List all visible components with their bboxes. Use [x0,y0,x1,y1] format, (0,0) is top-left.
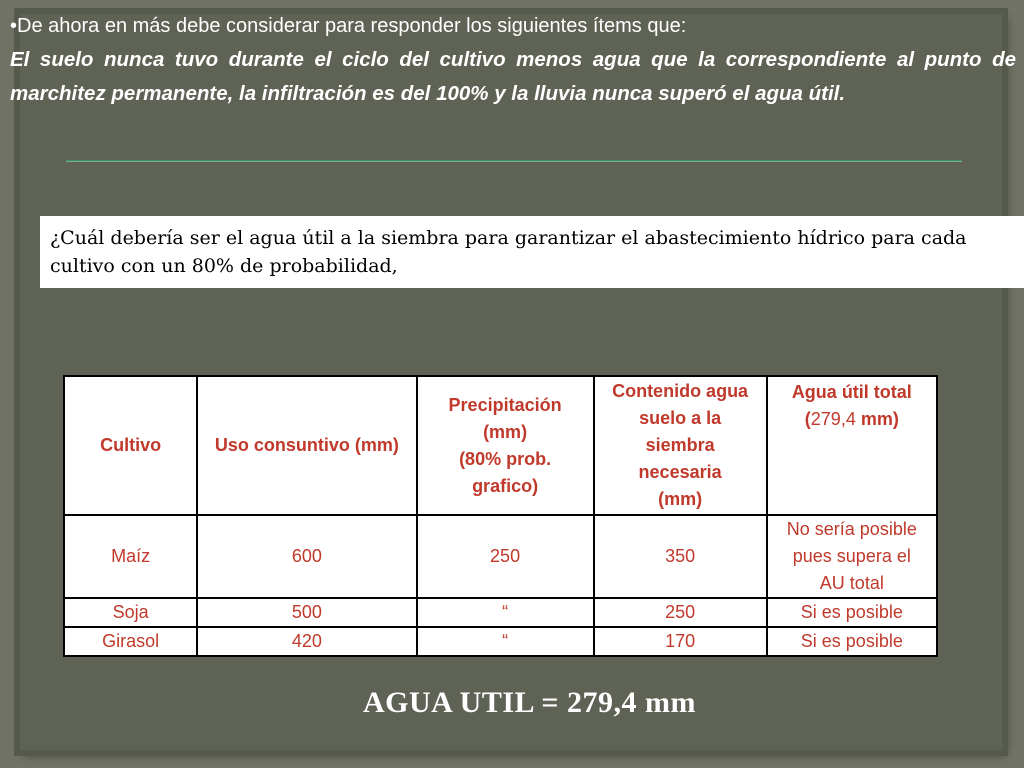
header-precipitacion [417,376,594,515]
answer-text: AGUA UTIL = 279,4 mm [363,686,696,719]
cell-precip: “ [417,627,594,656]
header-uso-consuntivo: Uso consuntivo (mm) [197,376,416,515]
cell-contenido: 250 [594,598,767,627]
table-header-row [64,376,937,515]
cell-cultivo: Girasol [64,627,197,656]
cell-agua-line1: No sería posible [786,519,917,539]
cell-uso: 420 [197,627,416,656]
question-box: ¿Cuál debería ser el agua útil a la siembra para garantizar el abastecimiento hídrico para cada cultivo con un 80% de probabilidad, [40,216,1024,288]
cell-precip: 250 [417,515,594,598]
header-precip-line1: Precipitación [448,394,562,415]
header-agua-paren: ( [804,409,811,429]
cell-contenido: 350 [594,515,767,598]
cell-contenido: 170 [594,627,767,656]
header-precip-line3: (80% prob. [459,448,552,469]
header-cont-line5: (mm) [658,489,703,509]
header-agua-value: 279,4 [810,409,856,429]
header-contenido-agua [594,376,767,515]
header-agua-line1: Agua útil total [791,382,912,402]
section-divider [66,160,962,162]
intro-block [10,10,1016,111]
header-cultivo: Cultivo [64,376,197,515]
cell-agua-line2: pues supera el [792,546,911,566]
table-row [64,515,937,598]
cell-uso: 600 [197,515,416,598]
cell-agua-util [767,515,937,598]
header-cont-line1: Contenido agua [612,381,749,401]
header-cont-line2: suelo a la [639,408,722,428]
header-cont-line4: necesaria [638,462,722,482]
crop-water-table [63,375,938,657]
cell-agua-util: Si es posible [767,627,937,656]
header-agua-unit: mm) [855,409,899,429]
header-precip-line2: (mm) [483,421,528,442]
cell-cultivo: Soja [64,598,197,627]
intro-bullet: •De ahora en más debe considerar para responder los siguientes ítems que: [10,15,687,37]
header-agua-util [767,376,937,515]
cell-uso: 500 [197,598,416,627]
header-precip-line4: grafico) [472,475,539,496]
cell-agua-util: Si es posible [767,598,937,627]
table-row [64,598,937,627]
intro-condition: El suelo nunca tuvo durante el ciclo del cultivo menos agua que la correspondiente al punto de marchitez permanente, la infiltración es del 100% y la lluvia nunca superó el agua útil. [10,48,1016,105]
cell-cultivo: Maíz [64,515,197,598]
cell-agua-line3: AU total [819,573,884,593]
header-cont-line3: siembra [645,435,715,455]
cell-precip: “ [417,598,594,627]
table-row [64,627,937,656]
